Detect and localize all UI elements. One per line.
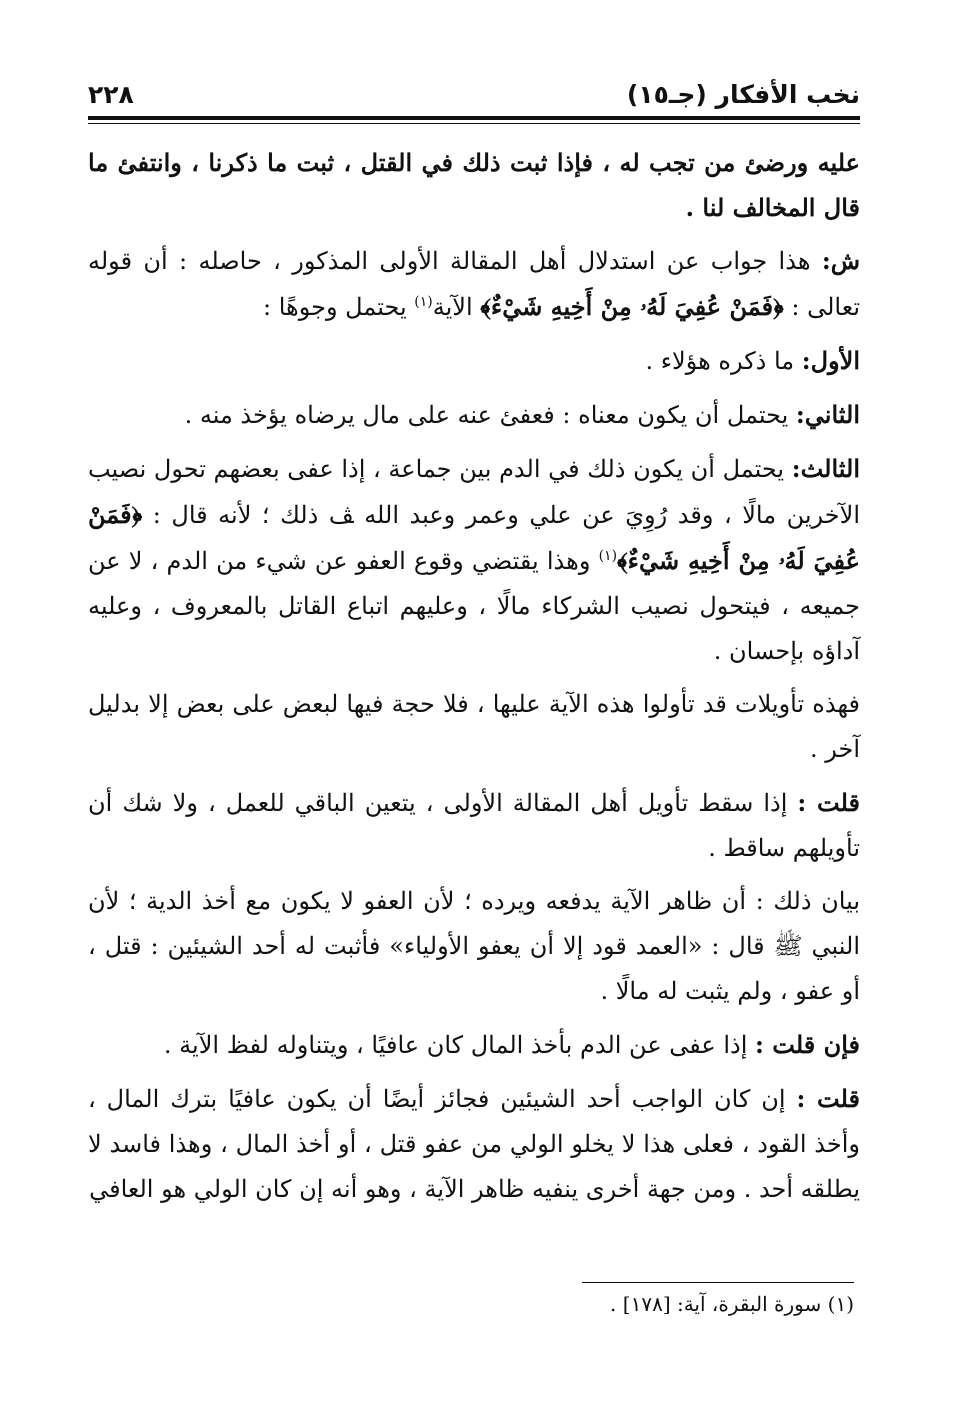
quran-verse: ﴿فَمَنْ عُفِيَ لَهُۥ مِنْ أَخِيهِ شَيْءٌ﴾ [480, 292, 784, 321]
paragraph-text: عليه ورضئ من تجب له ، فإذا ثبت ذلك في القتل ، ثبت ما ذكرنا ، وانتفئ ما قال المخالف لنا . [88, 148, 860, 222]
paragraph-lead: ش: [821, 246, 860, 275]
paragraph-lead: الثالث: [791, 454, 860, 483]
paragraph-text: يحتمل أن يكون معناه : فعفئ عنه على مال يرضاه يؤخذ منه . [184, 401, 789, 429]
main-text [88, 140, 860, 1220]
footnote-marker: (١) [598, 548, 618, 564]
paragraph-lead: فإن قلت : [755, 1030, 860, 1059]
quran-verse: ﴿فَمَنْ عُفِيَ لَهُۥ مِنْ أَخِيهِ شَيْءٌ﴾ [88, 500, 860, 575]
paragraph-text: يحتمل أن يكون ذلك في الدم بين جماعة ، إذا عفى بعضهم تحول نصيب الآخرين مالًا ، وقد رُوِيَ عن علي وعمر وعبد الله ﭫ ذلك ؛ لأنه قال : [87, 455, 860, 529]
paragraph [88, 879, 860, 1014]
paragraph [88, 780, 860, 871]
paragraph-text: إذا عفى عن الدم بأخذ المال كان عافيًا ، ويتناوله لفظ الآية . [163, 1031, 748, 1059]
paragraph-text: بيان ذلك : أن ظاهر الآية يدفعه ويرده ؛ لأن العفو لا يكون مع أخذ الدية ؛ لأن النبي ﷺ قال : «العمد قود إلا أن يعفو الأولياء» فأثبت له أحد الشيئين : قتل ، أو عفو ، ولم يثبت له مالًا . [88, 887, 860, 1005]
paragraph [88, 446, 860, 674]
header-rule-thin [88, 123, 860, 124]
header-rule-thick [88, 116, 860, 120]
footnote-rule [582, 1282, 854, 1283]
paragraph [88, 682, 860, 772]
paragraph-text: هذا جواب عن استدلال أهل المقالة الأولى المذكور ، حاصله : أن قوله تعالى : [88, 247, 860, 321]
paragraph-text: إذا سقط تأويل أهل المقالة الأولى ، يتعين الباقي للعمل ، ولا شك أن تأويلهم ساقط . [88, 789, 860, 862]
paragraph [88, 338, 860, 384]
page-number: ٢٢٨ [88, 79, 134, 109]
page-header [88, 74, 860, 114]
paragraph [88, 1076, 860, 1212]
footnote-marker: (١) [414, 294, 433, 310]
paragraph-text: الآية [432, 293, 473, 321]
paragraph [88, 1022, 860, 1068]
paragraph-text: يحتمل وجوهًا : [263, 293, 407, 321]
paragraph [88, 392, 860, 438]
book-title: نخب الأفكار (جـ١٥) [626, 79, 860, 109]
paragraph-text: فهذه تأويلات قد تأولوا هذه الآية عليها ، فلا حجة فيها لبعض على بعض إلا بدليل آخر . [88, 690, 860, 763]
paragraph [88, 140, 860, 230]
footnote: (١) سورة البقرة، آية: [١٧٨] . [610, 1292, 854, 1316]
paragraph-text: ما ذكره هؤلاء . [645, 347, 795, 375]
paragraph-lead: الثاني: [795, 400, 860, 429]
paragraph-lead: الأول: [801, 346, 860, 375]
paragraph-lead: قلت : [796, 1084, 860, 1113]
paragraph [88, 238, 860, 330]
paragraph-text: إن كان الواجب أحد الشيئين فجائز أيضًا أن يكون عافيًا بترك المال ، وأخذ القود ، فعلى هذا لا يخلو الولي من عفو قتل ، أو أخذ المال ، وهذا فاسد لا يطلقه أحد . ومن جهة أخرى ينفيه ظاهر الآية ، وهو أنه إن كان الولي هو العافي [88, 1085, 860, 1203]
paragraph-lead: قلت : [797, 788, 860, 817]
paragraph-text: وهذا يقتضي وقوع العفو عن شيء من الدم ، لا عن جميعه ، فيتحول نصيب الشركاء مالًا ، وعليهم اتباع القاتل بالمعروف ، وعليه آداؤه بإحسان . [88, 547, 860, 665]
